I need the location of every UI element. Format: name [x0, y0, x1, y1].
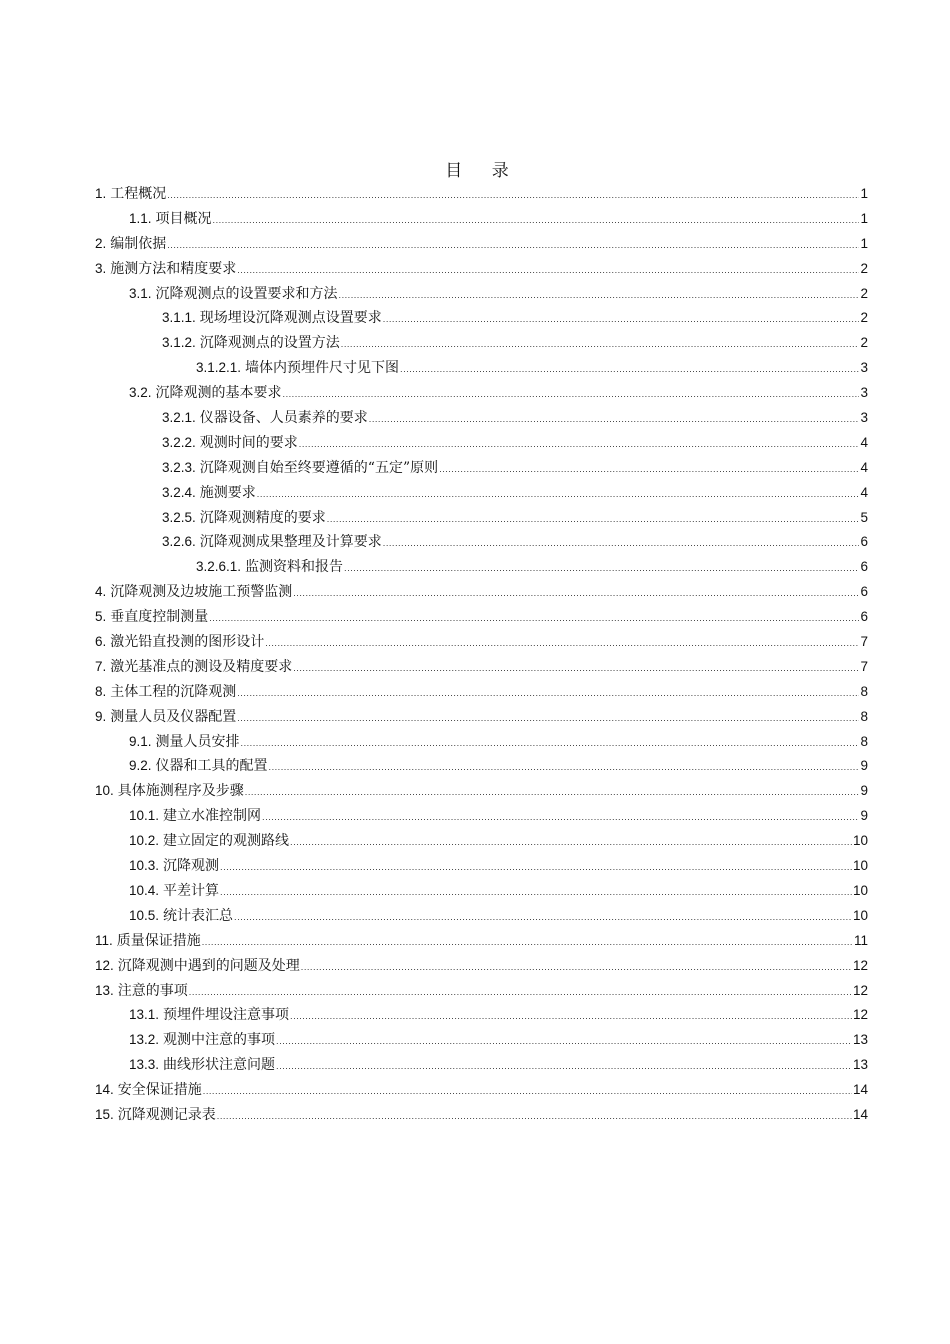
toc-dot-leader — [257, 483, 860, 508]
toc-entry[interactable] — [95, 282, 868, 307]
toc-dot-leader — [237, 259, 859, 284]
toc-entry-number: 12. — [95, 957, 114, 973]
toc-entry-page-number: 12 — [852, 1007, 868, 1023]
toc-entry-number: 1. — [95, 186, 107, 201]
toc-entry-number: 13.1. — [129, 1007, 160, 1023]
toc-entry-title: 主体工程的沉降观测 — [110, 683, 237, 700]
toc-entry-page-number: 4 — [860, 434, 868, 450]
toc-entry[interactable] — [95, 306, 868, 331]
toc-dot-leader — [290, 831, 852, 856]
toc-entry-number: 11. — [95, 932, 113, 948]
toc-entry-page-number: 3 — [860, 360, 868, 376]
toc-entry-title: 施测方法和精度要求 — [110, 260, 237, 277]
toc-entry[interactable] — [95, 929, 868, 954]
toc-entry[interactable] — [95, 331, 868, 356]
toc-entry-title: 具体施测程序及步骤 — [117, 783, 244, 800]
toc-entry-title: 编制依据 — [110, 235, 167, 252]
toc-entry-page-number: 6 — [860, 534, 868, 550]
toc-entry-number: 10. — [95, 783, 114, 799]
toc-entry-number: 3.2.6.1. — [196, 559, 242, 575]
toc-entry-title: 建立固定的观测路线 — [163, 833, 290, 850]
toc-entry[interactable] — [95, 680, 868, 705]
toc-entry-title: 注意的事项 — [117, 982, 188, 999]
toc-entry-number: 1.1. — [129, 210, 152, 226]
toc-dot-leader — [265, 632, 859, 657]
toc-entry-number: 15. — [95, 1106, 114, 1122]
toc-entry[interactable] — [95, 356, 868, 381]
toc-dot-leader — [369, 408, 860, 433]
toc-dot-leader — [245, 781, 860, 806]
toc-entry-number: 3.1.1. — [162, 310, 196, 326]
toc-entry-number: 14. — [95, 1082, 114, 1098]
toc-dot-leader — [327, 508, 860, 533]
toc-entry-page-number: 6 — [860, 559, 868, 575]
toc-entry-title: 建立水准控制网 — [163, 808, 262, 825]
toc-entry-title: 施测要求 — [199, 484, 256, 501]
toc-dot-leader — [276, 1030, 852, 1055]
toc-entry-page-number: 4 — [860, 459, 868, 475]
toc-entry-number: 3.2.5. — [162, 509, 196, 525]
toc-dot-leader — [439, 458, 859, 483]
toc-dot-leader — [237, 707, 859, 732]
toc-dot-leader — [269, 756, 860, 781]
toc-entry-page-number: 10 — [852, 882, 868, 898]
toc-entry-title: 沉降观测中遇到的问题及处理 — [117, 957, 300, 974]
toc-entry-page-number: 7 — [860, 634, 868, 650]
toc-entry-page-number: 13 — [852, 1032, 868, 1048]
toc-dot-leader — [293, 582, 859, 607]
toc-entry-number: 3.2.2. — [162, 434, 196, 450]
toc-entry-page-number: 8 — [860, 683, 868, 699]
toc-dot-leader — [234, 906, 852, 931]
toc-dot-leader — [276, 1055, 852, 1080]
toc-entry[interactable] — [95, 431, 868, 456]
toc-entry[interactable] — [95, 381, 868, 406]
toc-entry-page-number: 7 — [860, 658, 868, 674]
toc-entry-title: 工程概况 — [110, 186, 167, 202]
toc-entry-title: 监测资料和报告 — [245, 559, 344, 576]
toc-entry-title: 仪器和工具的配置 — [155, 758, 268, 775]
toc-title: 目 录 — [445, 161, 521, 181]
toc-entry[interactable] — [95, 456, 868, 481]
toc-entry[interactable] — [95, 232, 868, 257]
toc-entry[interactable] — [95, 655, 868, 680]
toc-entry[interactable] — [95, 555, 868, 580]
toc-entry-title: 曲线形状注意问题 — [163, 1057, 276, 1074]
toc-dot-leader — [202, 931, 853, 956]
toc-dot-leader — [301, 956, 852, 981]
toc-entry[interactable] — [95, 1003, 868, 1028]
toc-entry-number: 3.1.2. — [162, 335, 196, 351]
toc-entry-number: 10.1. — [129, 808, 160, 824]
toc-dot-leader — [220, 856, 852, 881]
toc-entry[interactable] — [95, 1053, 868, 1078]
toc-dot-leader — [290, 1005, 852, 1030]
toc-entry-number: 3.2. — [129, 385, 152, 401]
toc-entry-number: 3.2.6. — [162, 534, 196, 550]
toc-entry-number: 10.3. — [129, 858, 160, 874]
toc-entry[interactable] — [95, 182, 868, 207]
toc-entry[interactable] — [95, 705, 868, 730]
toc-entry-title: 激光铅直投测的图形设计 — [110, 634, 265, 651]
toc-entry-title: 沉降观测自始至终要遵循的“五定”原则 — [199, 459, 439, 476]
toc-entry-number: 13.2. — [129, 1032, 160, 1048]
toc-entry-page-number: 12 — [852, 957, 868, 973]
toc-entry-page-number: 6 — [860, 609, 868, 625]
toc-entry[interactable] — [95, 506, 868, 531]
toc-entry-number: 2. — [95, 235, 107, 251]
toc-dot-leader — [341, 333, 860, 358]
toc-entry-number: 5. — [95, 609, 107, 625]
toc-entry-title: 观测中注意的事项 — [163, 1032, 276, 1049]
toc-entry-page-number: 8 — [860, 708, 868, 724]
toc-entry-page-number: 4 — [860, 484, 868, 500]
toc-dot-leader — [167, 234, 859, 259]
table-of-contents — [95, 182, 868, 1128]
toc-entry-page-number: 14 — [852, 1082, 868, 1098]
toc-entry-page-number: 5 — [860, 509, 868, 525]
toc-entry-page-number: 9 — [860, 808, 868, 824]
toc-entry-title: 沉降观测精度的要求 — [199, 509, 326, 526]
toc-entry-page-number: 3 — [860, 385, 868, 401]
toc-entry-page-number: 10 — [852, 907, 868, 923]
toc-entry-page-number: 9 — [860, 783, 868, 799]
toc-dot-leader — [217, 1105, 852, 1130]
toc-entry-number: 3.2.4. — [162, 484, 196, 500]
toc-dot-leader — [213, 209, 860, 234]
toc-entry[interactable] — [95, 829, 868, 854]
toc-entry-page-number: 3 — [860, 410, 868, 426]
toc-dot-leader — [383, 532, 860, 557]
toc-entry-number: 10.4. — [129, 882, 160, 898]
toc-entry[interactable] — [95, 754, 868, 779]
toc-dot-leader — [400, 358, 859, 383]
toc-entry-page-number: 2 — [860, 335, 868, 351]
toc-entry-title: 沉降观测点的设置要求和方法 — [155, 285, 338, 302]
toc-entry[interactable] — [95, 1078, 868, 1103]
toc-entry[interactable] — [95, 605, 868, 630]
toc-entry[interactable] — [95, 630, 868, 655]
toc-dot-leader — [293, 657, 859, 682]
toc-entry[interactable] — [95, 481, 868, 506]
toc-entry-title: 仪器设备、人员素养的要求 — [199, 410, 368, 427]
toc-entry[interactable] — [95, 779, 868, 804]
toc-entry-title: 安全保证措施 — [117, 1082, 202, 1099]
toc-entry-title: 沉降观测成果整理及计算要求 — [199, 534, 382, 551]
toc-entry-title: 质量保证措施 — [116, 932, 201, 949]
toc-entry-page-number: 8 — [860, 733, 868, 749]
toc-entry-page-number: 1 — [860, 186, 868, 201]
toc-dot-leader — [339, 284, 860, 309]
toc-entry-title: 统计表汇总 — [163, 907, 234, 924]
toc-entry-number: 9.1. — [129, 733, 152, 749]
toc-entry-page-number: 6 — [860, 584, 868, 600]
toc-entry-title: 垂直度控制测量 — [110, 609, 209, 626]
toc-dot-leader — [299, 433, 860, 458]
toc-entry-number: 13. — [95, 982, 114, 998]
toc-entry-number: 9.2. — [129, 758, 152, 774]
toc-entry[interactable] — [95, 879, 868, 904]
toc-dot-leader — [189, 981, 852, 1006]
toc-entry-number: 10.2. — [129, 833, 160, 849]
toc-dot-leader — [209, 607, 859, 632]
toc-entry[interactable] — [95, 1103, 868, 1128]
toc-entry-page-number: 12 — [852, 982, 868, 998]
toc-entry-title: 现场埋设沉降观测点设置要求 — [199, 310, 382, 327]
toc-entry[interactable] — [95, 954, 868, 979]
toc-entry[interactable] — [95, 979, 868, 1004]
toc-dot-leader — [237, 682, 859, 707]
toc-entry-title: 沉降观测 — [163, 858, 220, 875]
toc-entry-title: 沉降观测点的设置方法 — [199, 335, 340, 352]
toc-entry-number: 3.2.1. — [162, 410, 196, 426]
toc-entry-page-number: 10 — [852, 833, 868, 849]
toc-entry-title: 预埋件埋设注意事项 — [163, 1007, 290, 1024]
toc-entry-number: 6. — [95, 634, 107, 650]
toc-entry-number: 4. — [95, 584, 107, 600]
toc-entry[interactable] — [95, 406, 868, 431]
toc-entry-title: 墙体内预埋件尺寸见下图 — [245, 360, 400, 377]
toc-entry-title: 沉降观测及边坡施工预警监测 — [110, 584, 293, 601]
toc-entry[interactable] — [95, 257, 868, 282]
toc-entry[interactable] — [95, 1028, 868, 1053]
toc-dot-leader — [383, 308, 860, 333]
toc-dot-leader — [283, 383, 860, 408]
toc-dot-leader — [203, 1080, 852, 1105]
toc-entry-title: 测量人员及仪器配置 — [110, 708, 237, 725]
toc-entry-page-number: 2 — [860, 260, 868, 276]
toc-entry-number: 3.1. — [129, 285, 152, 301]
toc-entry-title: 沉降观测的基本要求 — [155, 385, 282, 402]
toc-dot-leader — [220, 881, 852, 906]
toc-entry-number: 9. — [95, 708, 107, 724]
toc-entry[interactable] — [95, 730, 868, 755]
toc-entry-page-number: 10 — [852, 858, 868, 874]
toc-entry-page-number: 13 — [852, 1057, 868, 1073]
toc-entry[interactable] — [95, 804, 868, 829]
toc-dot-leader — [241, 732, 860, 757]
toc-entry[interactable] — [95, 580, 868, 605]
toc-entry-page-number: 14 — [852, 1106, 868, 1122]
toc-entry-number: 3.2.3. — [162, 459, 196, 475]
toc-dot-leader — [167, 184, 859, 209]
toc-entry-title: 项目概况 — [155, 210, 212, 227]
toc-entry-page-number: 2 — [860, 285, 868, 301]
toc-dot-leader — [344, 557, 859, 582]
toc-entry-page-number: 9 — [860, 758, 868, 774]
toc-entry-page-number: 1 — [860, 210, 868, 226]
toc-entry-title: 激光基准点的测设及精度要求 — [110, 658, 293, 675]
toc-entry-number: 3.1.2.1. — [196, 360, 242, 376]
toc-entry-number: 13.3. — [129, 1057, 160, 1073]
toc-dot-leader — [262, 806, 859, 831]
toc-entry-page-number: 11 — [853, 932, 868, 948]
toc-entry-page-number: 2 — [860, 310, 868, 326]
toc-entry[interactable] — [95, 854, 868, 879]
toc-entry[interactable] — [95, 207, 868, 232]
toc-entry-number: 7. — [95, 658, 107, 674]
toc-entry[interactable] — [95, 904, 868, 929]
toc-entry-title: 观测时间的要求 — [199, 434, 298, 451]
toc-entry-page-number: 1 — [860, 235, 868, 251]
toc-entry-title: 测量人员安排 — [155, 733, 240, 750]
toc-entry-number: 10.5. — [129, 907, 160, 923]
toc-entry[interactable] — [95, 530, 868, 555]
toc-entry-number: 8. — [95, 683, 107, 699]
toc-entry-number: 3. — [95, 260, 107, 276]
toc-entry-title: 平差计算 — [163, 882, 220, 899]
toc-entry-title: 沉降观测记录表 — [117, 1106, 216, 1123]
